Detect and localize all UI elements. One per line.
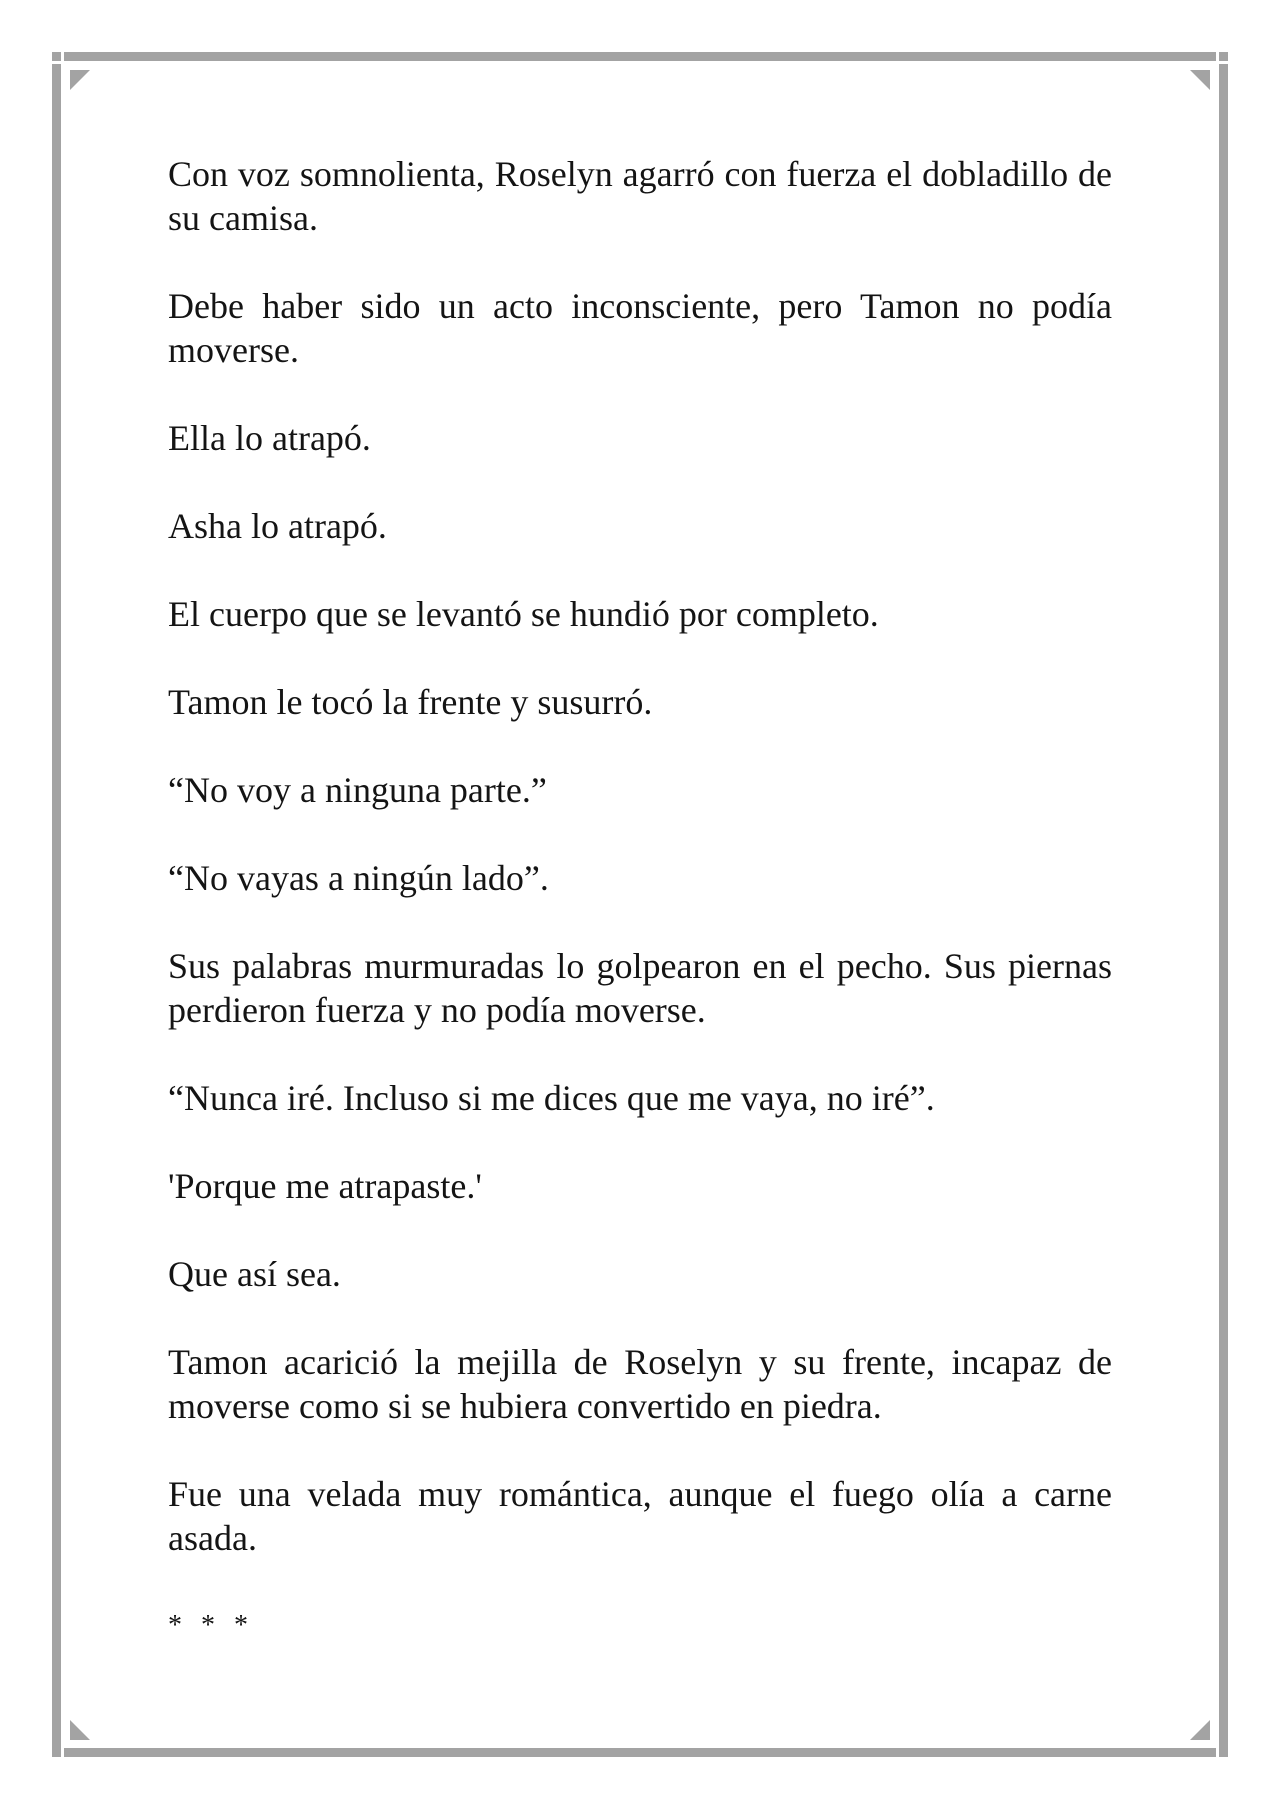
corner-ornament-top-left xyxy=(70,70,90,90)
frame-border-bottom xyxy=(64,1748,1216,1757)
paragraph: Debe haber sido un acto inconsciente, pero Tamon no podía moverse. xyxy=(168,286,1112,370)
frame-corner-bottom-left xyxy=(52,1748,61,1757)
corner-ornament-bottom-right xyxy=(1190,1720,1210,1740)
frame-border-right xyxy=(1219,64,1228,1748)
paragraph: Tamon acarició la mejilla de Roselyn y su frente, incapaz de moverse como si se hubiera convertido en piedra. xyxy=(168,1342,1112,1426)
frame-corner-top-right xyxy=(1219,52,1228,61)
paragraph: Ella lo atrapó. xyxy=(168,418,371,458)
page-body xyxy=(168,152,1112,1648)
paragraph: Sus palabras murmuradas lo golpearon en el pecho. Sus piernas perdieron fuerza y no podía moverse. xyxy=(168,946,1112,1030)
paragraph: Con voz somnolienta, Roselyn agarró con fuerza el dobladillo de su camisa. xyxy=(168,154,1112,238)
paragraph: El cuerpo que se levantó se hundió por completo. xyxy=(168,594,879,634)
thought-line: 'Porque me atrapaste.' xyxy=(168,1166,482,1206)
dialogue-line: “No voy a ninguna parte.” xyxy=(168,770,547,810)
frame-border-top xyxy=(64,52,1216,61)
paragraph: Asha lo atrapó. xyxy=(168,506,387,546)
corner-ornament-bottom-left xyxy=(70,1720,90,1740)
paragraph: Tamon le tocó la frente y susurró. xyxy=(168,682,653,722)
frame-border-left xyxy=(52,64,61,1748)
paragraph: Que así sea. xyxy=(168,1254,341,1294)
dialogue-line: “No vayas a ningún lado”. xyxy=(168,858,549,898)
paragraph: Fue una velada muy romántica, aunque el fuego olía a carne asada. xyxy=(168,1474,1112,1558)
frame-corner-bottom-right xyxy=(1219,1748,1228,1757)
frame-corner-top-left xyxy=(52,52,61,61)
dialogue-line: “Nunca iré. Incluso si me dices que me vaya, no iré”. xyxy=(168,1078,935,1118)
scene-separator: * * * xyxy=(168,1610,248,1641)
corner-ornament-top-right xyxy=(1190,70,1210,90)
